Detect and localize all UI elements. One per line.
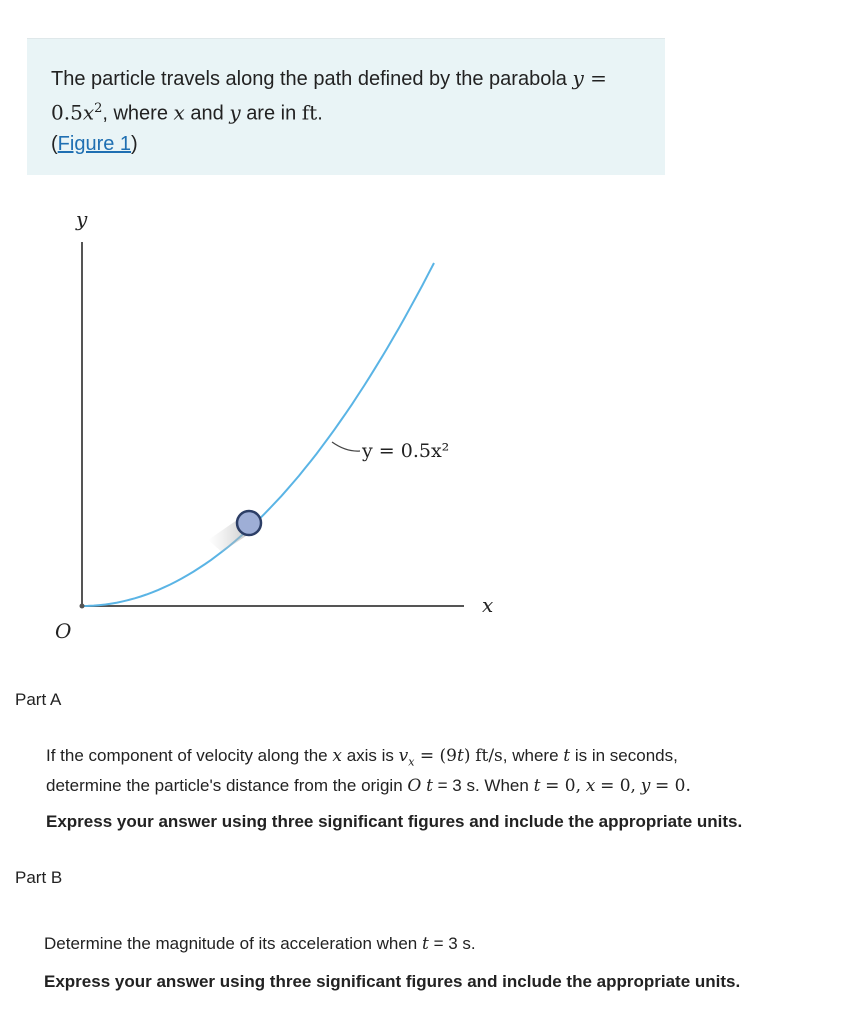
part-b-instruction: Express your answer using three significant figures and include the appropriate units. <box>44 972 741 991</box>
subscript-x: x <box>408 755 415 769</box>
math-expr: = (9 <box>414 746 457 766</box>
curve-equation-label: y = 0.5x² <box>362 440 450 462</box>
var-t: t <box>422 934 429 954</box>
part-a-question <box>46 744 836 798</box>
curve-label-leader <box>332 442 360 451</box>
var-x: x <box>585 776 596 797</box>
y-axis-label: y <box>76 207 88 231</box>
question-text: = 3 s. When <box>437 776 529 796</box>
intro-text-part: and <box>190 102 224 125</box>
intro-text-part: . <box>317 102 323 125</box>
problem-intro <box>27 38 665 175</box>
intro-text-part: , where <box>102 102 168 125</box>
question-text: Determine the magnitude of its acceleration when <box>44 934 418 953</box>
parabola-figure <box>40 200 520 640</box>
origin-dot <box>80 604 85 609</box>
paren-close: ) <box>131 132 138 155</box>
var-t: t <box>426 776 433 797</box>
question-text: determine the particle's distance from the origin <box>46 776 403 796</box>
math-expr: = 0. <box>655 776 691 797</box>
question-text: = 3 s. <box>433 934 476 953</box>
part-a-label[interactable]: Part A <box>15 690 62 709</box>
math-expr: = 0, <box>600 776 636 797</box>
question-text: , where <box>502 746 559 765</box>
intro-text-part: are in <box>246 102 297 125</box>
question-text: is in seconds, <box>574 746 678 765</box>
unit-ft-per-s: ft/s <box>475 746 503 766</box>
intro-text-part: The particle travels along the path defined by the parabola <box>51 68 567 90</box>
var-t: t <box>563 746 571 766</box>
equation-equals: = <box>583 66 607 90</box>
equation-var-x: x <box>82 100 95 125</box>
math-expr: ) <box>463 746 471 766</box>
math-expr: = 0, <box>545 776 582 797</box>
part-b-question <box>44 932 834 956</box>
var-y: y <box>640 776 651 797</box>
var-t: t <box>533 776 541 797</box>
x-axis-label: x <box>482 593 494 617</box>
equation-coefficient: 0.5 <box>51 100 83 125</box>
question-text: axis is <box>346 746 394 765</box>
var-x: x <box>332 746 342 766</box>
figure-link[interactable]: Figure 1 <box>57 132 132 155</box>
equation-exponent: 2 <box>94 101 103 116</box>
part-b-label[interactable]: Part B <box>15 868 63 887</box>
var-t: t <box>456 746 464 766</box>
origin-label: O <box>55 619 72 640</box>
intro-text <box>51 63 651 159</box>
equation-var-y: y <box>572 66 584 90</box>
paren-open: ( <box>51 132 58 155</box>
var-x: x <box>173 100 185 125</box>
var-v: v <box>398 746 409 766</box>
question-text: If the component of velocity along the <box>46 746 328 765</box>
part-a-instruction: Express your answer using three significant figures and include the appropriate units. <box>46 812 743 831</box>
var-y: y <box>229 100 241 125</box>
particle <box>237 511 261 535</box>
unit-ft: ft <box>301 100 318 125</box>
var-origin: O <box>407 776 422 797</box>
parabola-curve <box>82 263 434 606</box>
